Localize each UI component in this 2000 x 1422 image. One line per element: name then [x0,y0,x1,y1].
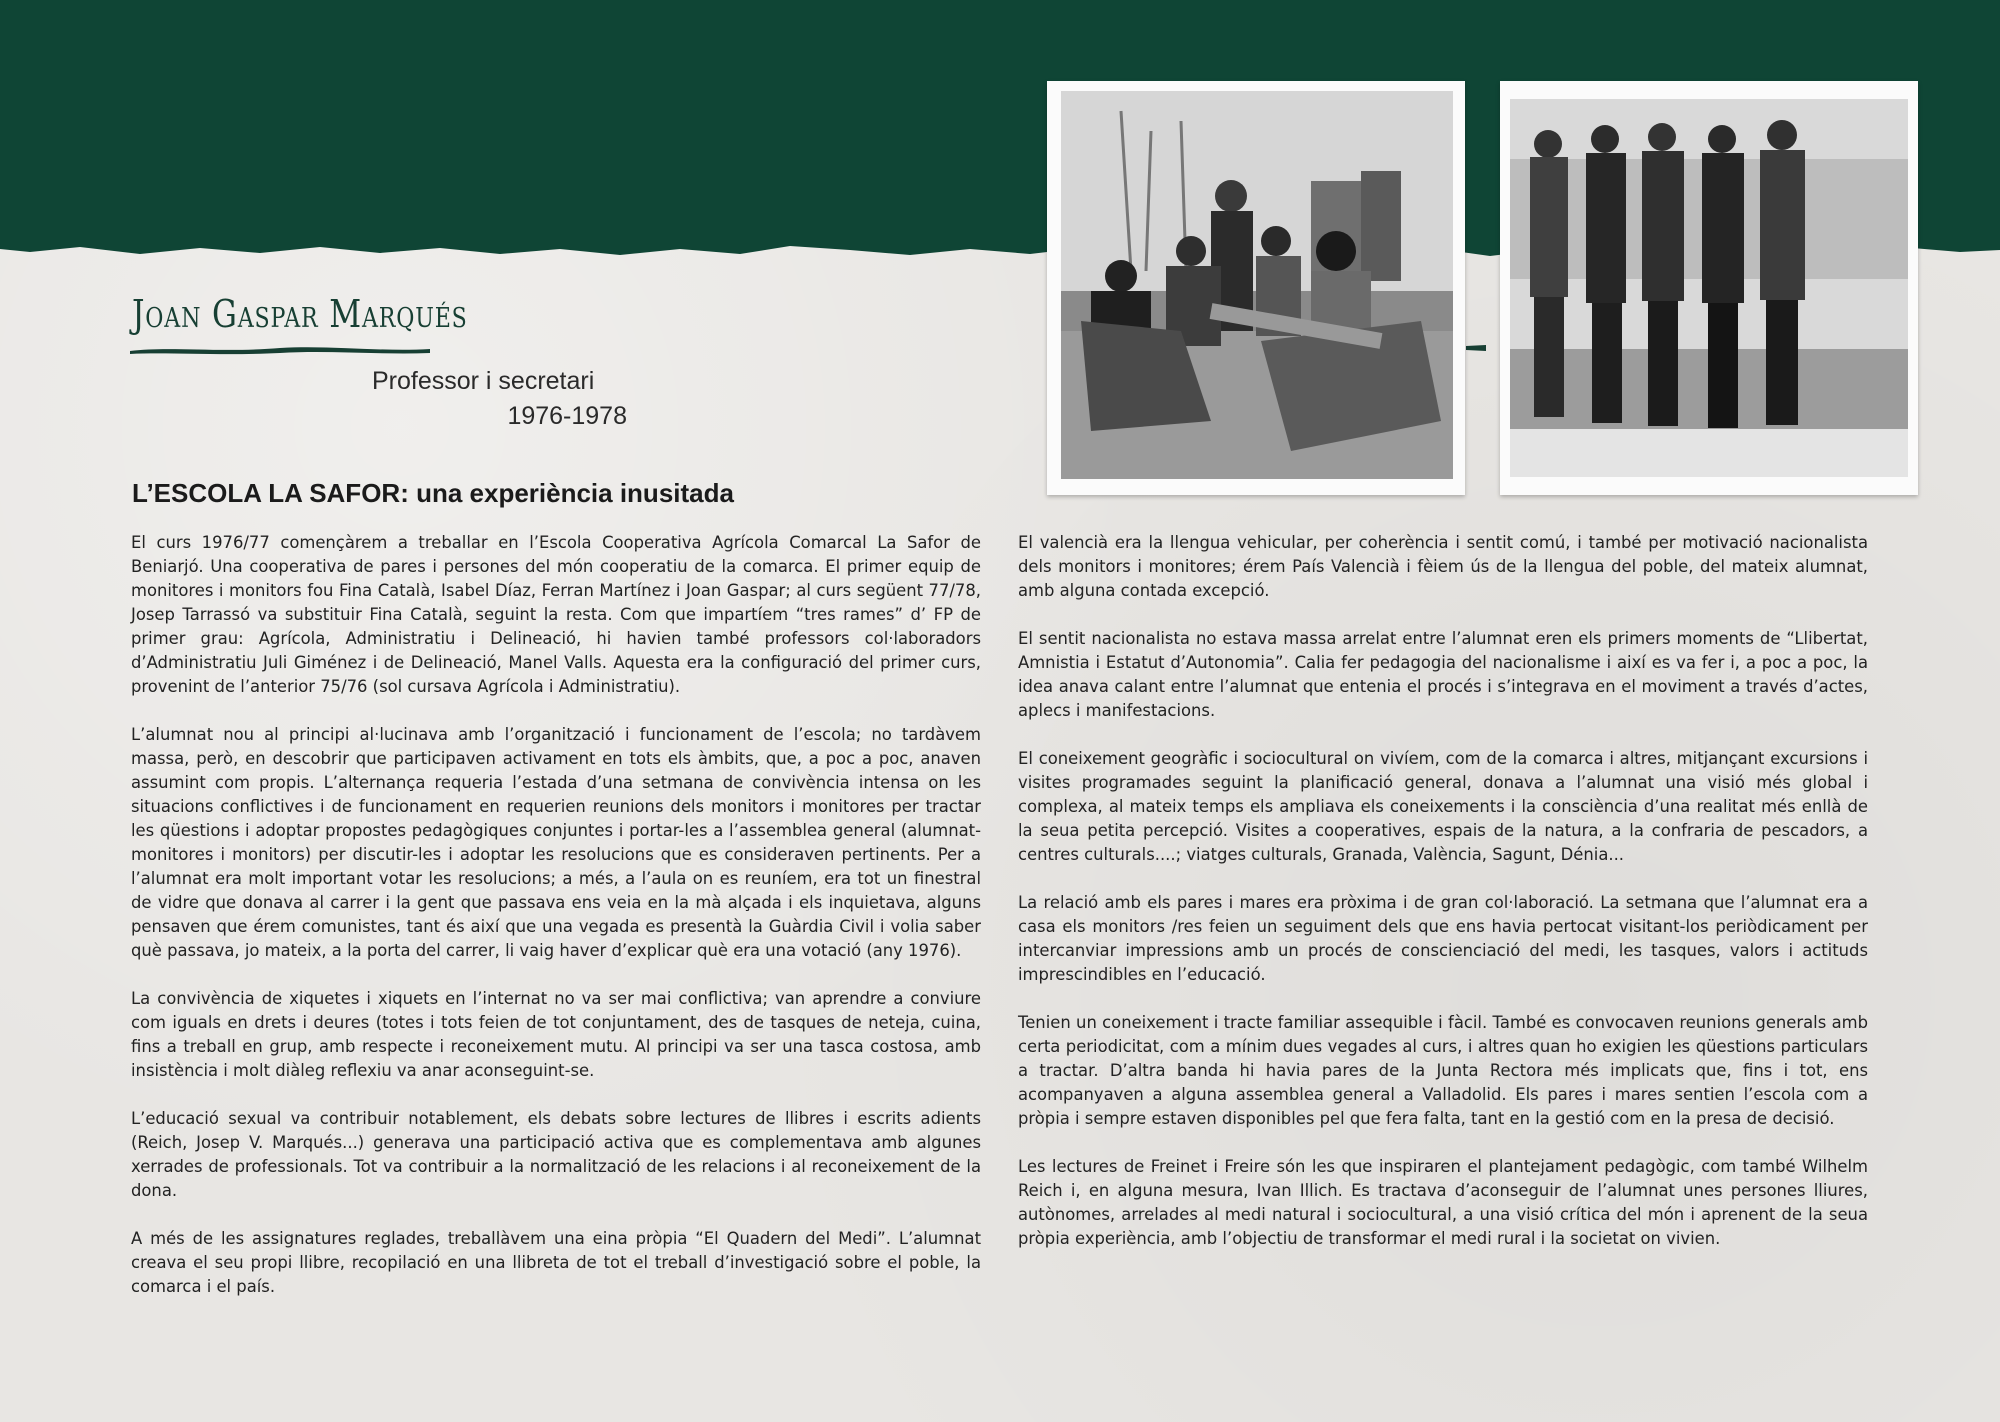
brush-stroke-divider [130,343,430,357]
paragraph: Les lectures de Freinet i Freire són les que inspiraren el plantejament pedagògic, com també Wilhelm Reich i, en alguna mesura, Ivan Illich. Es tractava d’aconseguir de l’alumnat unes persones lliures, autònomes, arrelades al medi natural i sociocultural, a una visió crítica del món i aprenent de la seua pròpia experiència, amb l’objectiu de transformar el medi rural i la societat on vivien. [1018,1157,1868,1248]
photo-group-seated-outdoors [1047,81,1465,495]
paragraph: El valencià era la llengua vehicular, per coherència i sentit comú, i també per motivació nacionalista dels monitors i monitores; érem País Valencià i fèiem ús de la llengua del poble, del mateix alumnat, amb alguna contada excepció. [1018,533,1868,600]
author-role [372,364,627,434]
paragraph: A més de les assignatures reglades, treballàvem una eina pròpia “El Quadern del Medi”. L’alumnat creava el seu propi llibre, recopilació en una llibreta de tot el treball d’investigació sobre el poble, la comarca i el país. [131,1229,981,1296]
photo-group-standing-terrace [1500,81,1918,495]
right-column [1018,531,1868,1275]
paragraph: La convivència de xiquetes i xiquets en l’internat no va ser mai conflictiva; van aprendre a conviure com iguals en drets i deures (totes i tots feien de tot conjuntament, des de tasques de neteja, cuina, fins a treball en grup, amb respecte i reconeixement mutu. Al principi va ser una tasca costosa, amb insistència i molt diàleg reflexiu va anar aconseguint-se. [131,989,981,1080]
brush-stroke-fragment [1466,343,1486,353]
paragraph: El curs 1976/77 començàrem a treballar en l’Escola Cooperativa Agrícola Comarcal La Safor de Beniarjó. Una cooperativa de pares i persones del món cooperatiu de la comarca. El primer equip de monitores i monitors fou Fina Català, Isabel Díaz, Ferran Martínez i Joan Gaspar; al curs següent 77/78, Josep Tarrassó va substituir Fina Català, seguint la resta. Com que impartíem “tres rames” d’ FP de primer grau: Agrícola, Administratiu i Delineació, hi havien també professors col·laboradors d’Administratiu Juli Giménez i de Delineació, Manel Valls. Aquesta era la configuració del primer curs, provenint de l’anterior 75/76 (sol cursava Agrícola i Administratiu). [131,533,981,696]
article-title: L’ESCOLA LA SAFOR: una experiència inusitada [132,478,734,508]
paragraph: La relació amb els pares i mares era pròxima i de gran col·laboració. La setmana que l’alumnat era a casa els monitors /res feien un seguiment dels que ens havia pertocat visitant-los periòdicament per intercanviar impressions amb un procés de conscienciació del medi, les tasques, valors i actituds imprescindibles en l’educació. [1018,893,1868,984]
paragraph: El coneixement geogràfic i sociocultural on vivíem, com de la comarca i altres, mitjançant excursions i visites programades seguint la planificació general, donava a l’alumnat una visió més global i complexa, al mateix temps els ampliava els coneixements i la consciència d’una realitat més enllà de la seua petita percepció. Visites a cooperatives, espais de la natura, a la confraria de pescadors, a centres culturals....; viatges culturals, Granada, València, Sagunt, Dénia... [1018,749,1868,864]
paragraph: L’alumnat nou al principi al·lucinava amb l’organització i funcionament de l’escola; no tardàvem massa, però, en descobrir que participaven activament en tots els àmbits, que, a poc a poc, anaven assumint com propis. L’alternança requeria l’estada d’una setmana de convivència intensa on les situacions conflictives i de funcionament en requerien reunions dels monitors i monitores per tractar les qüestions i adoptar propostes pedagògiques conjuntes i portar-les a l’assemblea general (alumnat-monitores i monitors) per discutir-les i adoptar les resolucions que es consideraven pertinents. Per a l’alumnat era molt important votar les resolucions; a més, a l’aula on es reuníem, era tot un finestral de vidre que donava al carrer i la gent que passava ens veia en la mà alçada i els inquietava, alguns pensaven que érem comunistes, tant és així que una vegada es presentà la Guàrdia Civil i volia saber què passava, jo mateix, a la porta del carrer, li vaig haver d’explicar què era una votació (any 1976). [131,725,981,960]
photo-image [1061,91,1453,479]
role-text: Professor i secretari [372,367,595,395]
paragraph: L’educació sexual va contribuir notablement, els debats sobre lectures de llibres i escrits adients (Reich, Josep V. Marqués...) generava una participació activa que es complementava amb algunes xerrades de professionals. Tot va contribuir a la normalització de les relacions i al reconeixement de la dona. [131,1109,981,1200]
role-years: 1976-1978 [507,402,627,430]
paragraph: Tenien un coneixement i tracte familiar assequible i fàcil. També es convocaven reunions generals amb certa periodicitat, com a mínim dues vegades al curs, i altres quan ho exigien les qüestions particulars a tractar. D’altra banda hi havia pares de la Junta Rectora més implicats que, fins i tot, ens acompanyaven a alguna assemblea general a Valladolid. Els pares i mares sentien l’escola com a pròpia i sempre estaven disponibles pel que fera falta, tant en la gestió com en la presa de decisió. [1018,1013,1868,1128]
author-name: Joan Gaspar Marqués [132,292,468,336]
paragraph: El sentit nacionalista no estava massa arrelat entre l’alumnat eren els primers moments de “Llibertat, Amnistia i Estatut d’Autonomia”. Calia fer pedagogia del nacionalisme i així es va fer i, a poc a poc, la idea anava calant entre l’alumnat que entenia el procés i s’integrava en el moviment a través d’actes, aplecs i manifestacions. [1018,629,1868,720]
photo-image [1510,99,1908,477]
left-column [131,531,981,1323]
